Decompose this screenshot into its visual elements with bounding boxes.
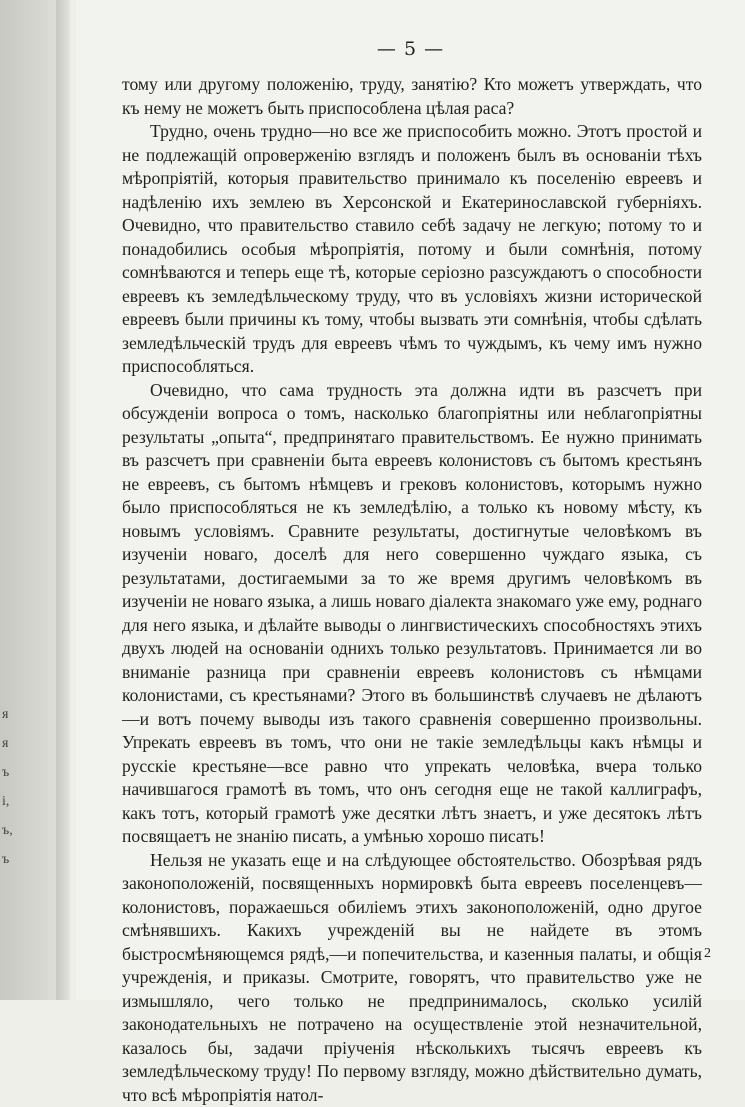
paragraph-continuation: тому или другому положенію, труду, занятію? Кто можетъ утверждать, что къ нему не можетъ быть приспособлена цѣлая раса? (122, 73, 702, 120)
signature-mark: 2 (704, 946, 711, 962)
book-page (76, 0, 745, 1000)
page-number: — 5 — (76, 38, 745, 60)
edge-fragment: і, (2, 787, 20, 816)
edge-fragment: ъ, (2, 816, 20, 845)
page-body (122, 73, 702, 1107)
paragraph: Нельзя не указать еще и на слѣдующее обстоятельство. Обозрѣвая рядъ законоположеній, посвященныхъ нормировкѣ быта евреевъ поселенцевъ—колонистовъ, поражаешься обиліемъ этихъ законоположеній, одно другое смѣнявшихъ. Какихъ учрежденій вы не найдете въ этомъ быстросмѣняющемся рядѣ,—и попечительства, и казенныя палаты, и общія учрежденія, и приказы. Смотрите, говорятъ, что правительство уже не измышляло, чего только не предпринималось, сколько усилій законодательныхъ не потрачено на осуществленіе этой незначительной, казалось бы, задачи пріученія нѣсколькихъ тысячъ евреевъ къ земледѣльческому труду! По первому взгляду, можно дѣйствительно думать, что всѣ мѣропріятія натол- (122, 849, 702, 1107)
edge-fragment: я (2, 700, 20, 729)
paragraph: Трудно, очень трудно—но все же приспособить можно. Этотъ простой и не подлежащій опроверженію взглядъ и положенъ былъ въ основаніи тѣхъ мѣропріятій, которыя правительство принимало къ поселенію евреевъ и надѣленію ихъ землею въ Херсонской и Екатеринославской губерніяхъ. Очевидно, что правительство ставило себѣ задачу не легкую; потому то и понадобились особыя мѣропріятія, потому и были сомнѣнія, потому сомнѣваются и теперь еще тѣ, которые серіозно разсуждаютъ о способности евреевъ къ земледѣльческому труду, что въ условіяхъ жизни исторической евреевъ были причины къ тому, чтобы вызвать эти сомнѣнія, чтобы сдѣлать земледѣльческій трудъ для евреевъ чѣмъ то чуждымъ, къ чему имъ нужно приспособляться. (122, 120, 702, 379)
edge-fragment: ъ (2, 758, 20, 787)
edge-fragment: ъ (2, 845, 20, 874)
left-page-edge-fragments (2, 700, 20, 874)
paragraph: Очевидно, что сама трудность эта должна идти въ разсчетъ при обсужденіи вопроса о томъ, насколько благопріятны или неблагопріятны результаты „опыта“, предпринятаго правительствомъ. Ее нужно принимать въ разсчетъ при сравненіи быта евреевъ колонистовъ съ бытомъ крестьянъ не евреевъ, съ бытомъ нѣмцевъ и грековъ колонистовъ, которымъ нужно было приспособляться не къ земледѣлію, а только къ новому мѣсту, къ новымъ условіямъ. Сравните результаты, достигнутые человѣкомъ въ изученіи новаго, доселѣ для него совершенно чуждаго языка, съ результатами, достигаемыми за то же время другимъ человѣкомъ въ изученіи не новаго языка, а лишь новаго діалекта знакомаго уже ему, роднаго для него языка, и дѣлайте выводы о лингвистическихъ способностяхъ этихъ двухъ людей на основаніи однихъ только результатовъ. Принимается ли во вниманіе разница при сравненіи евреевъ колонистовъ съ нѣмцами колонистами, съ крестьянами? Этого въ большинствѣ случаевъ не дѣлаютъ—и вотъ почему выводы изъ такого сравненія совершенно произвольны. Упрекать евреевъ въ томъ, что они не такіе земледѣльцы какъ нѣмцы и русскіе крестьяне—все равно что упрекать человѣка, вчера только начившагося грамотѣ въ томъ, что онъ сегодня еще не такой каллиграфъ, какъ тотъ, который грамотѣ уже десятки лѣтъ знаетъ, и уже десятокъ лѣтъ посвящаетъ не знанію писать, а умѣнью хорошо писать! (122, 379, 702, 849)
binding-fold-shadow (56, 0, 70, 1000)
edge-fragment: я (2, 729, 20, 758)
